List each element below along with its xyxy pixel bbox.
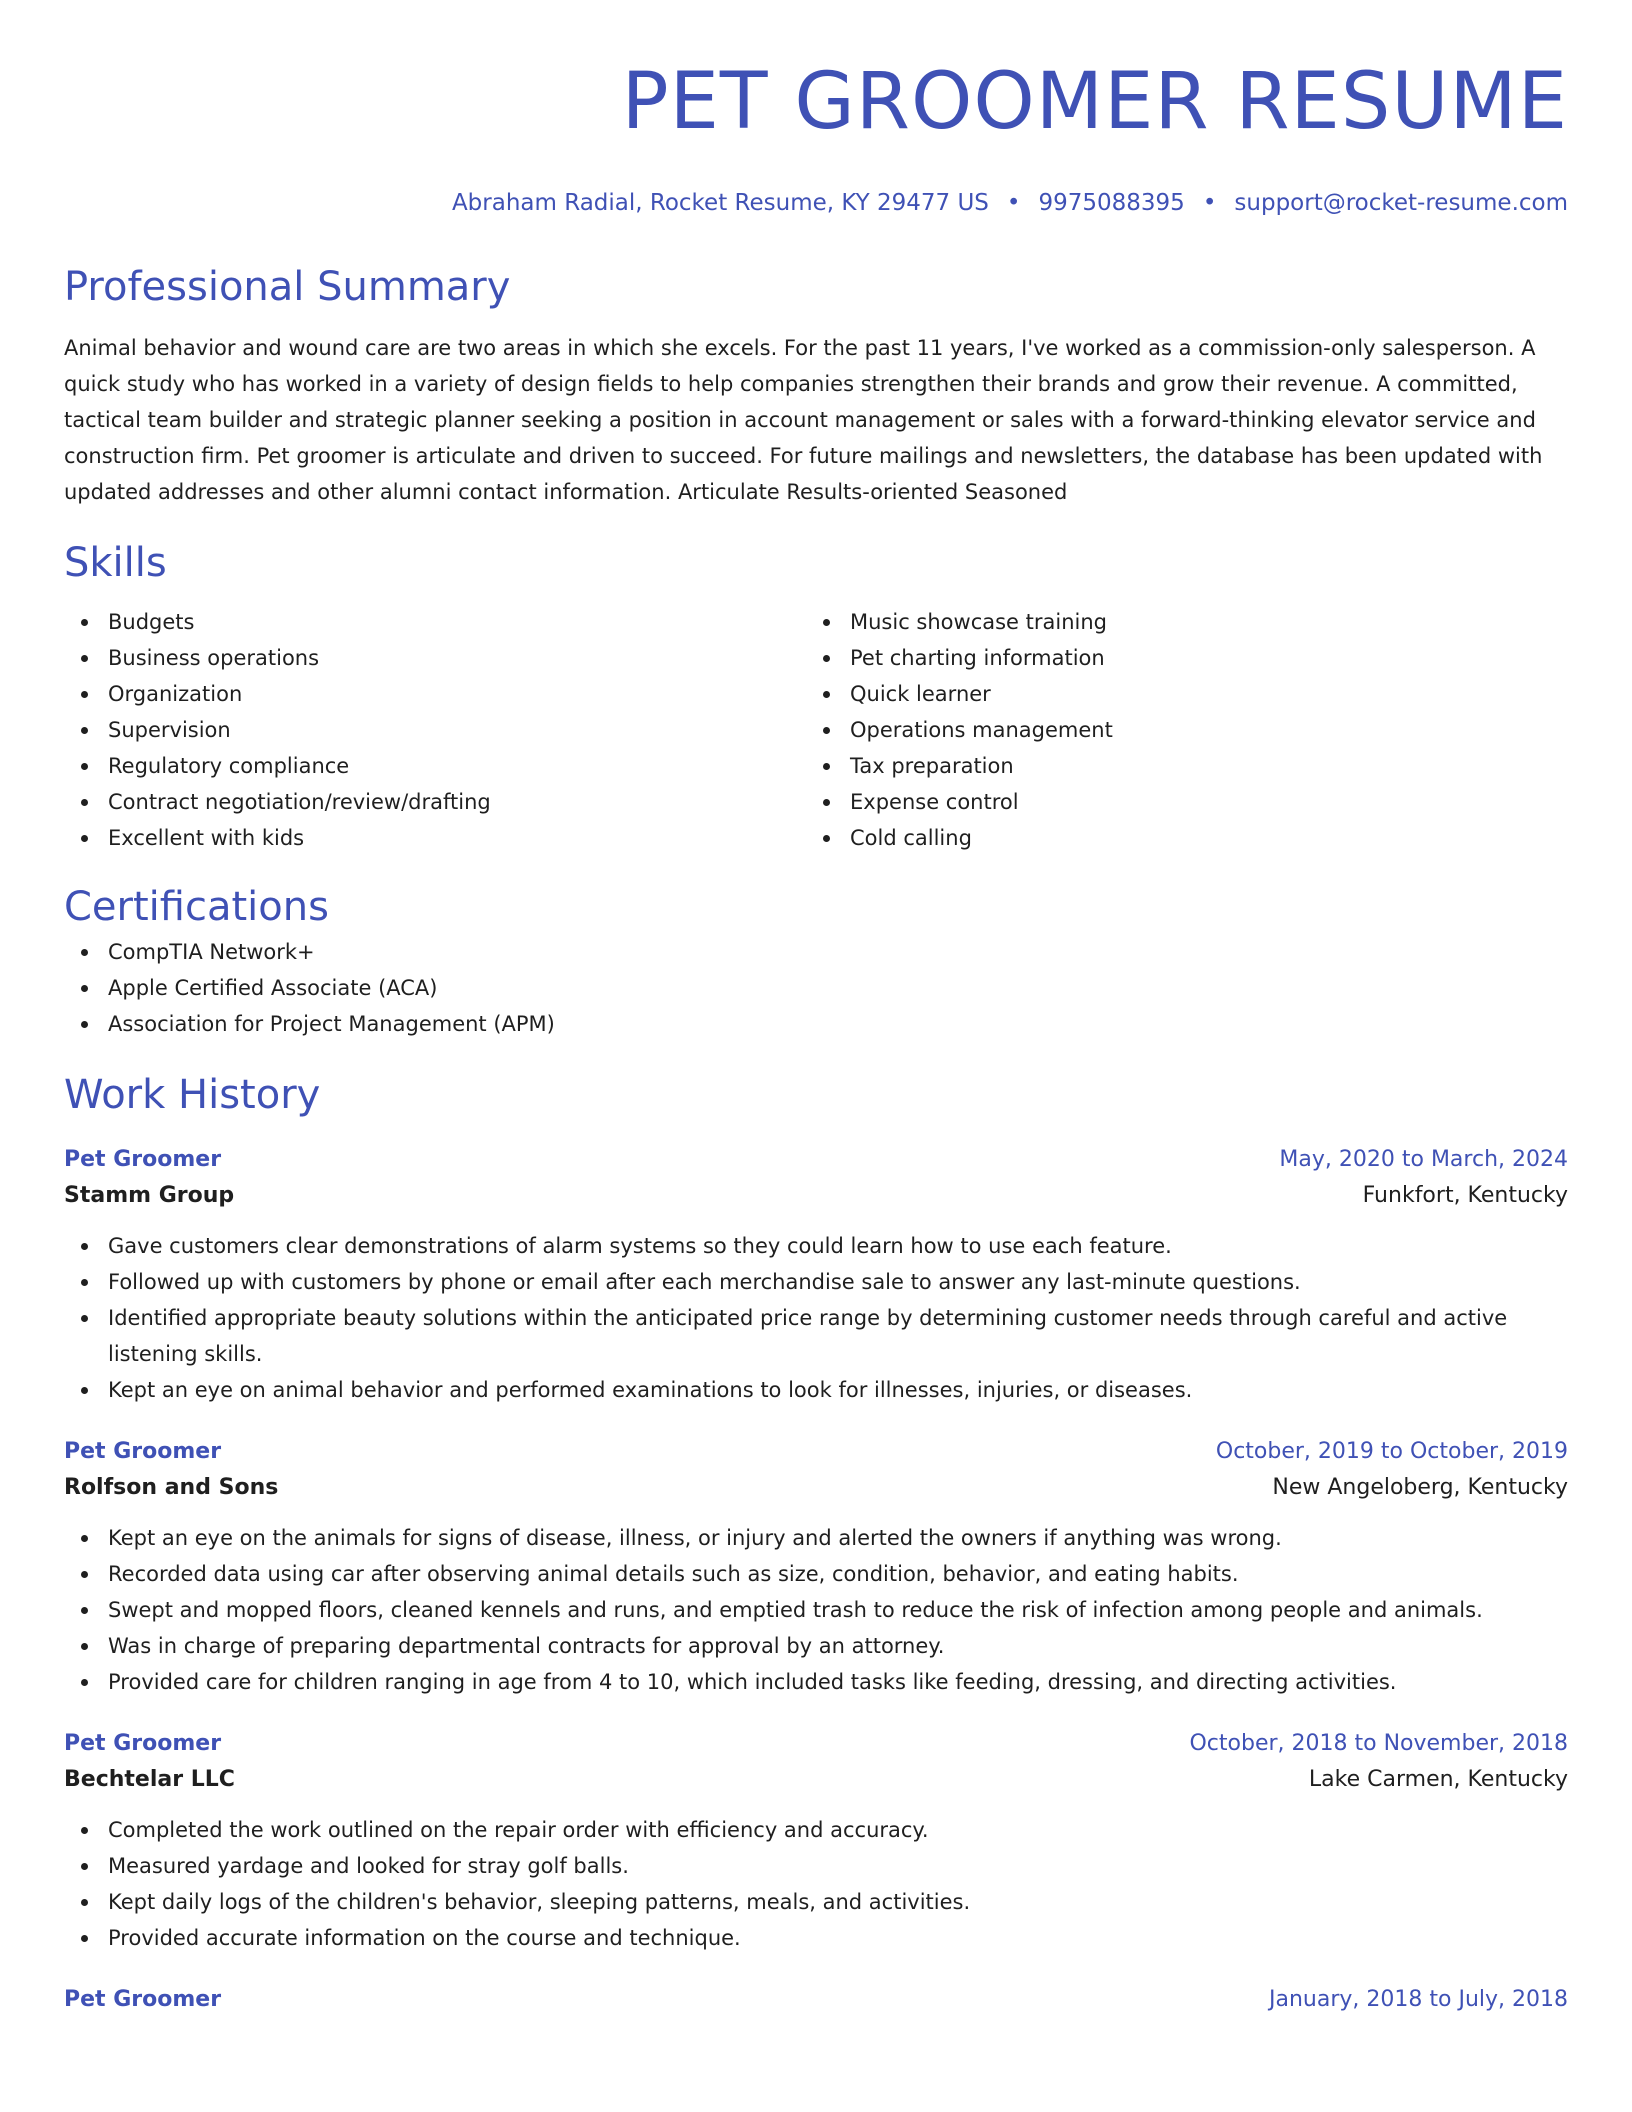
job-title: Pet Groomer <box>64 1731 222 1756</box>
skill-item: Expense control <box>806 784 1548 820</box>
contact-line <box>64 188 1568 218</box>
job-duties <box>64 1228 1568 1408</box>
job-location: Lake Carmen, Kentucky <box>1308 1767 1568 1792</box>
work-history-list <box>64 1142 1568 2018</box>
skill-item: Budgets <box>64 604 806 640</box>
job-entry <box>64 1726 1568 1956</box>
resume-page <box>64 0 1568 2018</box>
certification-item: Association for Project Management (APM) <box>64 1006 1568 1042</box>
skills-column-left <box>64 604 806 856</box>
skill-item: Organization <box>64 676 806 712</box>
job-company-row <box>64 1178 1568 1214</box>
summary-text: Animal behavior and wound care are two areas in which she excels. For the past 11 years, I've worked as a commission-only salesperson. A quick study who has worked in a variety of design fields to help companies strengthen their brands and grow their revenue. A committed, tactical team builder and strategic planner seeking a position in account management or sales with a forward-thinking elevator service and construction firm. Pet groomer is articulate and driven to succeed. For future mailings and newsletters, the database has been updated with updated addresses and other alumni contact information. Articulate Results-oriented Seasoned <box>64 336 1543 504</box>
job-location: New Angeloberg, Kentucky <box>1272 1475 1568 1500</box>
contact-separator: • <box>1202 190 1217 216</box>
job-duty: Was in charge of preparing departmental contracts for approval by an attorney. <box>64 1628 1568 1664</box>
contact-email[interactable]: support@rocket-resume.com <box>1234 190 1568 216</box>
job-title: Pet Groomer <box>64 1439 222 1464</box>
skill-item: Music showcase training <box>806 604 1548 640</box>
job-entry <box>64 1142 1568 1408</box>
job-duty: Recorded data using car after observing animal details such as size, condition, behavior, and eating habits. <box>64 1556 1568 1592</box>
skills-heading: Skills <box>64 540 167 586</box>
certification-item: CompTIA Network+ <box>64 934 1568 970</box>
contact-address: Abraham Radial, Rocket Resume, KY 29477 US <box>451 190 989 216</box>
skill-item: Operations management <box>806 712 1548 748</box>
job-duty: Kept an eye on the animals for signs of disease, illness, or injury and alerted the owners if anything was wrong. <box>64 1520 1568 1556</box>
skill-item: Cold calling <box>806 820 1548 856</box>
work-history-heading: Work History <box>64 1072 321 1118</box>
job-duty: Kept daily logs of the children's behavior, sleeping patterns, meals, and activities. <box>64 1884 1568 1920</box>
job-title-row <box>64 1982 1568 2018</box>
contact-phone: 9975088395 <box>1038 190 1185 216</box>
job-duty: Provided accurate information on the course and technique. <box>64 1920 1568 1956</box>
job-dates: January, 2018 to July, 2018 <box>1269 1987 1568 2012</box>
job-duty: Provided care for children ranging in age from 4 to 10, which included tasks like feeding, dressing, and directing activities. <box>64 1664 1568 1700</box>
job-duty: Identified appropriate beauty solutions within the anticipated price range by determining customer needs through careful and active listening skills. <box>64 1300 1568 1372</box>
skills-right-list <box>806 604 1548 856</box>
skill-item: Excellent with kids <box>64 820 806 856</box>
skill-item: Contract negotiation/review/drafting <box>64 784 806 820</box>
job-entry <box>64 1434 1568 1700</box>
job-duty: Swept and mopped floors, cleaned kennels and runs, and emptied trash to reduce the risk of infection among people and animals. <box>64 1592 1568 1628</box>
skill-item: Supervision <box>64 712 806 748</box>
job-duty: Gave customers clear demonstrations of alarm systems so they could learn how to use each feature. <box>64 1228 1568 1264</box>
job-title-row <box>64 1142 1568 1178</box>
job-duties <box>64 1520 1568 1700</box>
job-duty: Measured yardage and looked for stray golf balls. <box>64 1848 1568 1884</box>
job-dates: October, 2018 to November, 2018 <box>1189 1731 1568 1756</box>
job-company-row <box>64 1470 1568 1506</box>
job-location: Funkfort, Kentucky <box>1362 1183 1568 1208</box>
skill-item: Pet charting information <box>806 640 1548 676</box>
job-entry <box>64 1982 1568 2018</box>
resume-title: PET GROOMER RESUME <box>621 57 1568 147</box>
skill-item: Quick learner <box>806 676 1548 712</box>
job-dates: October, 2019 to October, 2019 <box>1215 1439 1568 1464</box>
job-title: Pet Groomer <box>64 1147 222 1172</box>
job-duties <box>64 1812 1568 1956</box>
skill-item: Regulatory compliance <box>64 748 806 784</box>
skill-item: Tax preparation <box>806 748 1548 784</box>
job-title-row <box>64 1726 1568 1762</box>
skills-left-list <box>64 604 806 856</box>
job-company: Rolfson and Sons <box>64 1475 279 1500</box>
certification-item: Apple Certified Associate (ACA) <box>64 970 1568 1006</box>
job-company: Stamm Group <box>64 1183 235 1208</box>
job-dates: May, 2020 to March, 2024 <box>1279 1147 1568 1172</box>
job-company: Bechtelar LLC <box>64 1767 235 1792</box>
job-duty: Kept an eye on animal behavior and performed examinations to look for illnesses, injuries, or diseases. <box>64 1372 1568 1408</box>
skills-list <box>64 604 1568 856</box>
skill-item: Business operations <box>64 640 806 676</box>
certifications-heading: Certifications <box>64 884 329 930</box>
contact-separator: • <box>1006 190 1021 216</box>
summary-heading: Professional Summary <box>64 264 511 310</box>
job-title: Pet Groomer <box>64 1987 222 2012</box>
skills-column-right <box>806 604 1548 856</box>
job-company-row <box>64 1762 1568 1798</box>
job-title-row <box>64 1434 1568 1470</box>
certifications-list <box>64 934 1568 1042</box>
job-duty: Completed the work outlined on the repair order with efficiency and accuracy. <box>64 1812 1568 1848</box>
job-duty: Followed up with customers by phone or email after each merchandise sale to answer any last-minute questions. <box>64 1264 1568 1300</box>
